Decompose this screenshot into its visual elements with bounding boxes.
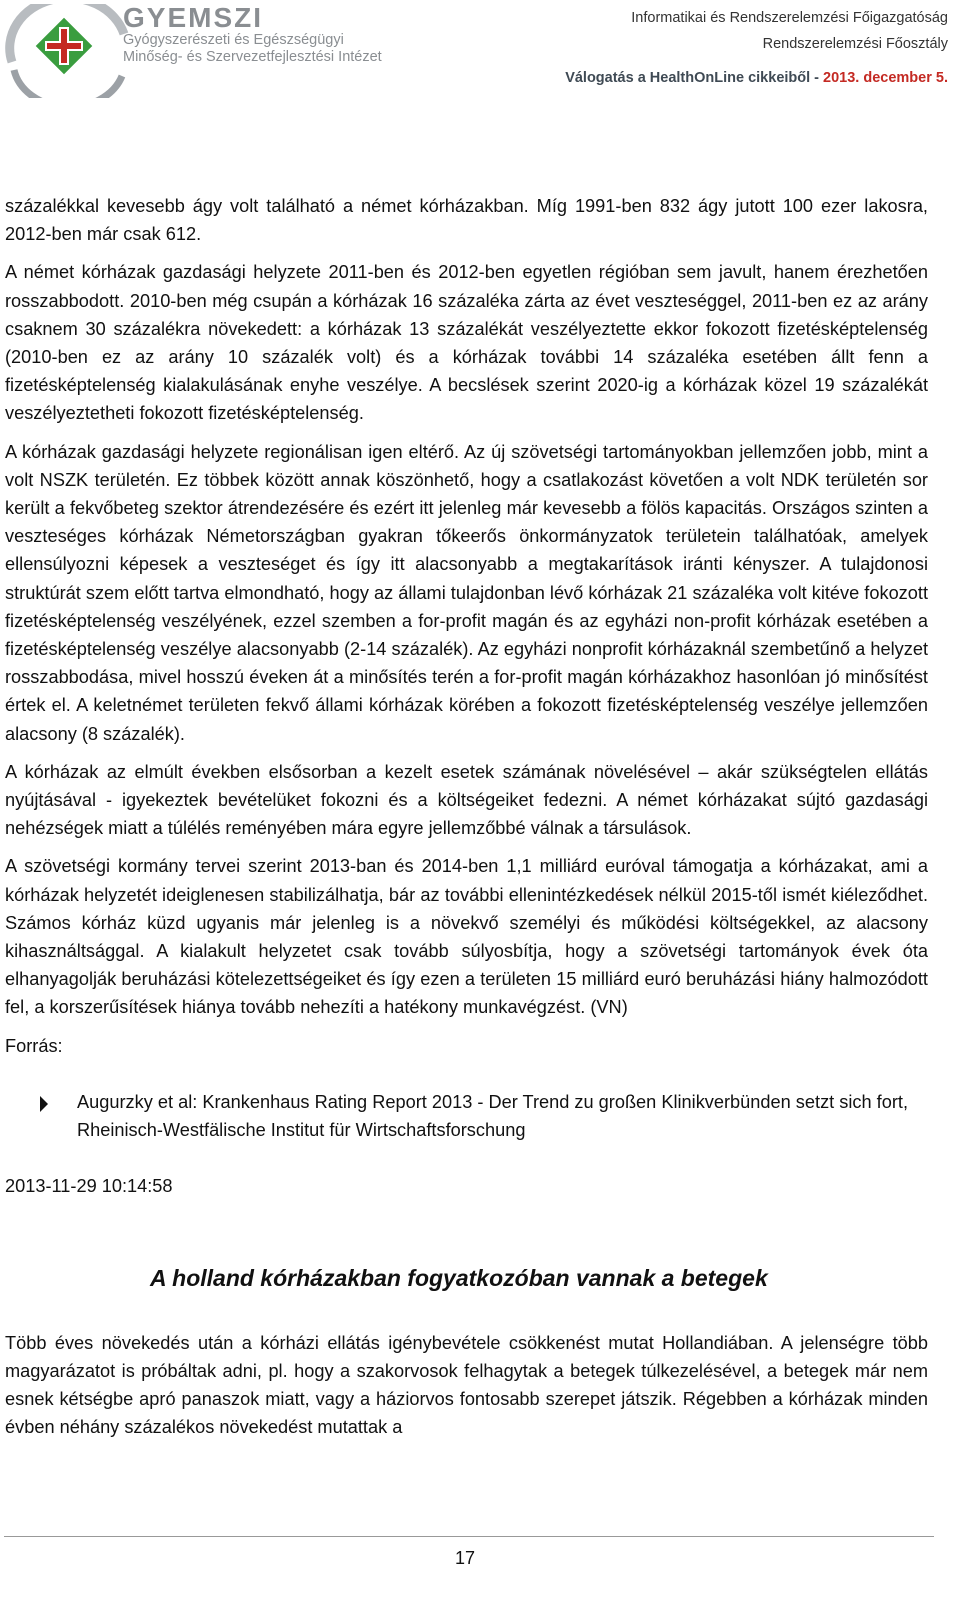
paragraph-3: A kórházak gazdasági helyzete regionálisan igen eltérő. Az új szövetségi tartományokban jellemzően jobb, mint a volt NSZK területén. Ez többek között annak köszönhető, hogy a csatlakozást követően a volt NDK területén sor került a fekvőbeteg szektor átrendezésére és ezért itt jelenleg már kevesebb a fölös kapacitás. Országos szinten a veszteséges kórházak Németországban gyakran tőkeerős önkormányzatok területein találhatóak, amelyek ellensúlyozni képesek a veszteséget és így itt alacsonyabb a megtakarítások iránti kényszer. A tulajdonosi struktúrát szem előtt tartva elmondható, hogy az állami tulajdonban lévő kórházak 21 százaléka volt kitéve fokozott fizetésképtelenség veszélyének, ezzel szemben a for-profit magán és az egyházi non-profit kórházak esetében a fizetésképtelenség veszélye alacsonyabb (2-14 százalék). Az egyházi nonprofit kórházaknál szembetűnő a helyzet rosszabbodása, mivel hosszú éveken át a minősítés terén a for-profit magán kórházakhoz hasonlóan jó minősítést értek el. A keletnémet területen fekvő állami kórházak körében a fokozott fizetésképtelenség veszélye jellemzően alacsony (8 százalék). <box>5 441 928 744</box>
article-title: A holland kórházakban fogyatkozóban vannak a betegek <box>150 1264 768 1291</box>
paragraph-6: Több éves növekedés után a kórházi ellátás igénybevétele csökkenést mutat Hollandiában. A jelenségre több magyarázatot is próbáltak adni, pl. hogy a szakorvosok felhagytak a betegek túlkezelésével, a betegek már nem esnek kétségbe apró panaszok miatt, vagy a háziorvos fontosabb szerepet játszik. Régebben a kórházak minden évben néhány százalékos növekedést mutattak a <box>5 1332 928 1438</box>
gyemszi-logo-icon <box>4 4 132 98</box>
article-timestamp: 2013-11-29 10:14:58 <box>5 1176 173 1197</box>
paragraph-4: A kórházak az elmúlt években elsősorban a kezelt esetek számának növelésével – akár szükségtelen ellátás nyújtásával - igyekeztek bevételüket fokozni és a költségeiket fedezni. A német kórházakat sújtó gazdasági nehézségek miatt a túlélés reményében mára egyre jellemzőbbé válnak a társulások. <box>5 761 928 839</box>
paragraph-1: százalékkal kevesebb ágy volt található a német kórházakban. Míg 1991-ben 832 ágy jutott 100 ezer lakosra, 2012-ben már csak 612. <box>5 196 928 245</box>
header-directorate: Informatikai és Rendszerelemzési Főigazgatóság <box>631 10 948 26</box>
logo-title: GYEMSZI <box>123 2 264 33</box>
source-list-item <box>5 1088 928 1144</box>
source-reference: Augurzky et al: Krankenhaus Rating Report 2013 - Der Trend zu großen Klinikverbünden setzt sich fort, Rheinisch-Westfälische Institut für Wirtschaftsforschung <box>77 1091 908 1141</box>
page-header <box>0 0 960 110</box>
logo-subtitle-2: Minőség- és Szervezetfejlesztési Intézet <box>123 49 382 65</box>
header-selection-prefix: Válogatás a HealthOnLine cikkeiből - <box>565 70 824 86</box>
page-content <box>5 192 928 1441</box>
paragraph-5: A szövetségi kormány tervei szerint 2013-ban és 2014-ben 1,1 milliárd euróval támogatja a kórházakat, ami a kórházak helyzetét ideiglenesen stabilizálhatja, bár az további ellenintézkedések nélkül 2015-től ismét kiéleződhet. Számos kórház küzd ugyanis már jelenleg is a növekvő személyi és működési költségekkel, az alacsony kihasználtsággal. A kialakult helyzetet csak tovább súlyosbítja, hogy a szövetségi tartományok évek óta elhanyagolják beruházási kötelezettségeiket és így ezen a területen 15 milliárd euró beruházási hiány halmozódott fel, a korszerűsítések hiánya tovább nehezíti a hatékony munkavégzést. (VN) <box>5 856 928 1018</box>
header-selection <box>565 70 948 86</box>
footer-divider <box>4 1536 934 1537</box>
logo-subtitle-1: Gyógyszerészeti és Egészségügyi <box>123 32 344 48</box>
paragraph-2: A német kórházak gazdasági helyzete 2011-ben és 2012-ben egyetlen régióban sem javult, hanem érezhetően rosszabbodott. 2010-ben még csupán a kórházak 16 százaléka zárta az évet veszteséggel, 2011-ben ez az arány csaknem 30 százalékra növekedett: a kórházak 13 százalékát veszélyeztette ekkor fokozott fizetésképtelenség (2010-ben ez az arány 10 százalék volt) és a kórházak további 14 százaléka esetében állt fenn a fizetésképtelenség kialakulásának enyhe veszélye. A becslések szerint 2020-ig a kórházak közel 19 százalékát veszélyeztetheti fokozott fizetésképtelenség. <box>5 262 928 424</box>
header-selection-date: 2013. december 5. <box>823 70 948 86</box>
header-department: Rendszerelemzési Főosztály <box>762 36 948 52</box>
bullet-arrow-icon <box>40 1096 48 1112</box>
page-number: 17 <box>454 1548 476 1568</box>
source-label: Forrás: <box>5 1035 63 1056</box>
